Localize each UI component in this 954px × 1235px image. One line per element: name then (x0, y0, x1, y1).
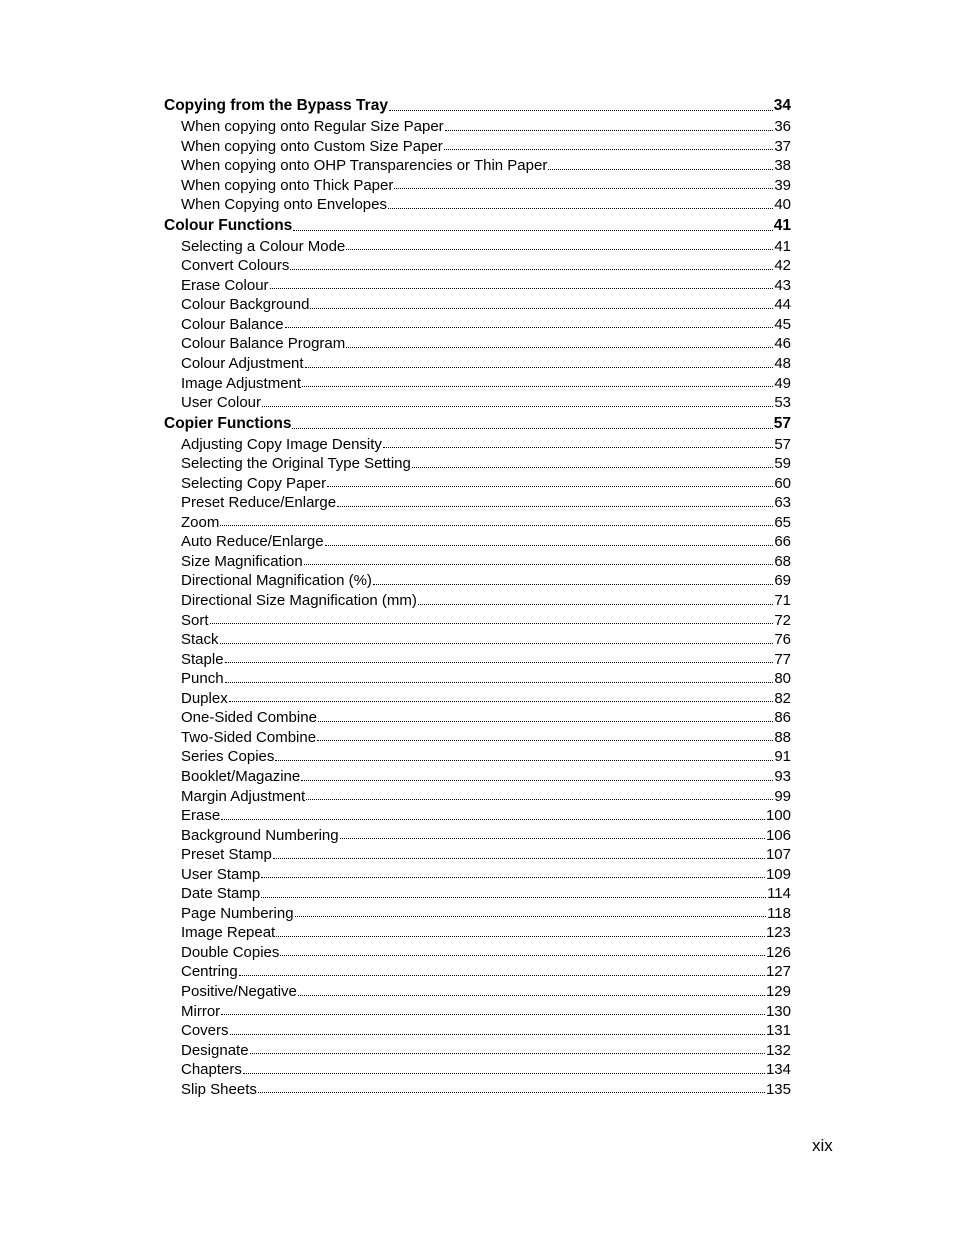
toc-entry (164, 195, 791, 215)
toc-entry-page: 45 (774, 315, 791, 333)
toc-entry-title: Background Numbering (181, 826, 339, 844)
toc-section-heading-page: 34 (773, 97, 791, 114)
dot-leader (290, 269, 773, 270)
dot-leader (346, 347, 773, 348)
toc-entry-page: 88 (774, 728, 791, 746)
toc-section-heading (164, 413, 791, 435)
dot-leader (220, 525, 773, 526)
toc-entry (164, 1002, 791, 1022)
dot-leader (280, 955, 765, 956)
toc-entry (164, 747, 791, 767)
toc-entry-page: 53 (774, 394, 791, 412)
dot-leader (388, 208, 773, 209)
toc-entry-page: 37 (774, 137, 791, 155)
toc-entry (164, 354, 791, 374)
toc-entry (164, 630, 791, 650)
dot-leader (273, 858, 765, 859)
dot-leader (220, 643, 774, 644)
toc-entry-page: 44 (774, 296, 791, 314)
toc-entry (164, 982, 791, 1002)
dot-leader (317, 740, 773, 741)
toc-entry-page: 91 (774, 748, 791, 766)
dot-leader (225, 682, 774, 683)
toc-entry-title: Size Magnification (181, 552, 303, 570)
dot-leader (262, 406, 773, 407)
toc-entry-page: 41 (774, 237, 791, 255)
toc-entry-title: Sort (181, 611, 209, 629)
toc-entry-page: 99 (774, 787, 791, 805)
toc-entry-title: Zoom (181, 513, 220, 531)
toc-entry-title: User Colour (181, 394, 262, 412)
toc-entry-page: 107 (765, 846, 791, 864)
toc-section-heading-title: Copier Functions (164, 414, 292, 432)
toc-entry (164, 806, 791, 826)
toc-entry-title: Image Adjustment (181, 374, 302, 392)
dot-leader (261, 877, 765, 878)
toc-entry (164, 176, 791, 196)
dot-leader (230, 1034, 765, 1035)
toc-entry-title: When copying onto Regular Size Paper (181, 118, 444, 135)
toc-entry-page: 39 (774, 176, 791, 194)
dot-leader (301, 780, 773, 781)
toc-entry-title: One-Sided Combine (181, 709, 317, 727)
toc-entry-title: Centring (181, 963, 238, 981)
toc-entry-page: 134 (765, 1061, 791, 1079)
toc-entry-page: 69 (774, 572, 791, 590)
toc-entry (164, 117, 791, 137)
toc-entry (164, 708, 791, 728)
table-of-contents (164, 95, 791, 1099)
toc-entry-page: 76 (774, 631, 791, 649)
toc-entry (164, 1021, 791, 1041)
toc-entry-title: Punch (181, 670, 224, 688)
dot-leader (298, 995, 765, 996)
toc-entry (164, 591, 791, 611)
toc-entry-page: 126 (765, 943, 791, 961)
dot-leader (444, 149, 774, 150)
toc-entry-page: 72 (774, 611, 791, 629)
toc-entry-title: Adjusting Copy Image Density (181, 435, 382, 453)
toc-entry (164, 532, 791, 552)
toc-entry-page: 114 (767, 885, 791, 903)
toc-entry-title: Directional Size Magnification (mm) (181, 592, 417, 610)
toc-entry-page: 49 (774, 374, 791, 392)
toc-entry-title: Series Copies (181, 748, 275, 766)
toc-entry-title: Staple (181, 650, 224, 668)
toc-entry-title: Mirror (181, 1002, 221, 1020)
dot-leader (295, 916, 767, 917)
toc-entry (164, 256, 791, 276)
toc-entry-title: Date Stamp (181, 885, 261, 903)
toc-entry-page: 135 (765, 1080, 791, 1098)
toc-section (164, 95, 791, 215)
toc-entry (164, 904, 791, 924)
toc-entry-title: Erase Colour (181, 276, 269, 294)
toc-entry-title: Selecting a Colour Mode (181, 237, 346, 255)
toc-entry-page: 36 (774, 118, 791, 135)
dot-leader (221, 1014, 765, 1015)
toc-entry-page: 71 (774, 592, 791, 610)
toc-entry (164, 393, 791, 413)
toc-entry (164, 374, 791, 394)
toc-entry (164, 845, 791, 865)
toc-entry (164, 1041, 791, 1061)
toc-entry (164, 669, 791, 689)
toc-entry-page: 127 (765, 963, 791, 981)
toc-entry (164, 943, 791, 963)
dot-leader (276, 936, 765, 937)
toc-entry-page: 59 (774, 455, 791, 473)
toc-entry-page: 40 (774, 196, 791, 214)
toc-entry (164, 156, 791, 176)
toc-entry (164, 571, 791, 591)
toc-entry-title: Preset Stamp (181, 846, 272, 864)
toc-section-heading-title: Copying from the Bypass Tray (164, 97, 388, 114)
dot-leader (412, 467, 773, 468)
toc-entry-title: Colour Adjustment (181, 355, 304, 373)
dot-leader (243, 1073, 765, 1074)
toc-entry-page: 106 (765, 826, 791, 844)
toc-entry-title: Slip Sheets (181, 1080, 257, 1098)
toc-entry-title: Margin Adjustment (181, 787, 306, 805)
dot-leader (250, 1053, 765, 1054)
toc-entry (164, 1060, 791, 1080)
toc-entry (164, 1080, 791, 1100)
dot-leader (210, 623, 774, 624)
dot-leader (306, 799, 773, 800)
toc-entry (164, 493, 791, 513)
toc-entry-page: 100 (765, 807, 791, 825)
toc-entry-title: Selecting the Original Type Setting (181, 455, 411, 473)
dot-leader (270, 288, 774, 289)
toc-entry-page: 68 (774, 552, 791, 570)
toc-entry-title: When copying onto OHP Transparencies or Thin Paper (181, 157, 548, 175)
toc-entry-title: Designate (181, 1041, 249, 1059)
dot-leader (302, 386, 773, 387)
toc-entry-page: 80 (774, 670, 791, 688)
toc-entry-title: Double Copies (181, 943, 280, 961)
toc-entry-page: 82 (774, 689, 791, 707)
toc-entry-title: Selecting Copy Paper (181, 474, 327, 492)
toc-entry-title: Covers (181, 1022, 229, 1040)
dot-leader (305, 367, 774, 368)
toc-entry-page: 42 (774, 257, 791, 275)
toc-entry (164, 689, 791, 709)
toc-entry-page: 86 (774, 709, 791, 727)
dot-leader (304, 564, 774, 565)
toc-entry-title: Auto Reduce/Enlarge (181, 533, 324, 551)
toc-entry-title: When Copying onto Envelopes (181, 196, 387, 214)
dot-leader (325, 545, 774, 546)
toc-entry-page: 66 (774, 533, 791, 551)
toc-entry (164, 454, 791, 474)
toc-entry-title: Page Numbering (181, 904, 294, 922)
toc-section (164, 413, 791, 1100)
dot-leader (275, 760, 773, 761)
toc-entry (164, 474, 791, 494)
toc-entry-title: Stack (181, 631, 219, 649)
toc-entry (164, 962, 791, 982)
toc-entry-title: Preset Reduce/Enlarge (181, 494, 337, 512)
dot-leader (258, 1092, 765, 1093)
toc-entry-page: 48 (774, 355, 791, 373)
toc-entry-page: 43 (774, 276, 791, 294)
toc-entry-title: User Stamp (181, 865, 261, 883)
toc-section (164, 215, 791, 413)
dot-leader (418, 604, 773, 605)
toc-entry-title: Colour Background (181, 296, 310, 314)
dot-leader (318, 721, 773, 722)
dot-leader (445, 130, 774, 131)
dot-leader (340, 838, 765, 839)
toc-entry-page: 131 (765, 1022, 791, 1040)
toc-entry-page: 60 (774, 474, 791, 492)
toc-entry-title: When copying onto Thick Paper (181, 176, 394, 194)
dot-leader (261, 897, 766, 898)
toc-entry-page: 77 (774, 650, 791, 668)
toc-entry-page: 109 (765, 865, 791, 883)
toc-entry-page: 46 (774, 335, 791, 353)
dot-leader (346, 249, 773, 250)
toc-entry-title: Two-Sided Combine (181, 728, 317, 746)
dot-leader (239, 975, 765, 976)
toc-entry-title: Convert Colours (181, 257, 290, 275)
toc-entry-title: Directional Magnification (%) (181, 572, 372, 590)
toc-entry-title: Colour Balance Program (181, 335, 346, 353)
toc-entry-page: 57 (774, 435, 791, 453)
toc-entry (164, 513, 791, 533)
toc-entry-title: Image Repeat (181, 924, 276, 942)
toc-entry-page: 65 (774, 513, 791, 531)
toc-entry (164, 767, 791, 787)
toc-entry (164, 137, 791, 157)
dot-leader (373, 584, 773, 585)
toc-section-heading-title: Colour Functions (164, 216, 293, 234)
toc-entry (164, 884, 791, 904)
toc-entry (164, 923, 791, 943)
dot-leader (225, 662, 774, 663)
toc-entry (164, 611, 791, 631)
toc-entry (164, 315, 791, 335)
dot-leader (389, 110, 773, 111)
toc-entry (164, 276, 791, 296)
toc-section-heading (164, 95, 791, 117)
toc-entry (164, 552, 791, 572)
dot-leader (221, 819, 765, 820)
toc-entry (164, 237, 791, 257)
toc-entry-title: Colour Balance (181, 315, 284, 333)
toc-entry-page: 130 (765, 1002, 791, 1020)
toc-entry-title: Erase (181, 807, 221, 825)
toc-entry (164, 650, 791, 670)
toc-section-heading-page: 41 (773, 216, 791, 234)
dot-leader (292, 428, 772, 429)
toc-entry (164, 865, 791, 885)
toc-entry-page: 38 (774, 157, 791, 175)
toc-section-heading-page: 57 (773, 414, 791, 432)
toc-entry-title: Booklet/Magazine (181, 767, 301, 785)
toc-entry-page: 123 (765, 924, 791, 942)
dot-leader (310, 308, 773, 309)
toc-entry (164, 826, 791, 846)
toc-entry-page: 129 (765, 982, 791, 1000)
toc-entry-title: Duplex (181, 689, 228, 707)
toc-entry-page: 132 (765, 1041, 791, 1059)
dot-leader (327, 486, 773, 487)
toc-entry-title: Positive/Negative (181, 982, 297, 1000)
page-number: xix (812, 1136, 833, 1155)
dot-leader (285, 327, 774, 328)
toc-entry (164, 787, 791, 807)
toc-entry (164, 295, 791, 315)
toc-entry (164, 728, 791, 748)
toc-entry-page: 118 (767, 904, 791, 922)
toc-entry-page: 63 (774, 494, 791, 512)
toc-entry-title: When copying onto Custom Size Paper (181, 137, 443, 155)
toc-entry (164, 435, 791, 455)
dot-leader (548, 169, 773, 170)
toc-entry (164, 334, 791, 354)
dot-leader (394, 188, 773, 189)
toc-section-heading (164, 215, 791, 237)
toc-entry-title: Chapters (181, 1061, 242, 1079)
dot-leader (337, 506, 773, 507)
dot-leader (293, 230, 772, 231)
dot-leader (229, 701, 774, 702)
dot-leader (383, 447, 773, 448)
toc-entry-page: 93 (774, 767, 791, 785)
